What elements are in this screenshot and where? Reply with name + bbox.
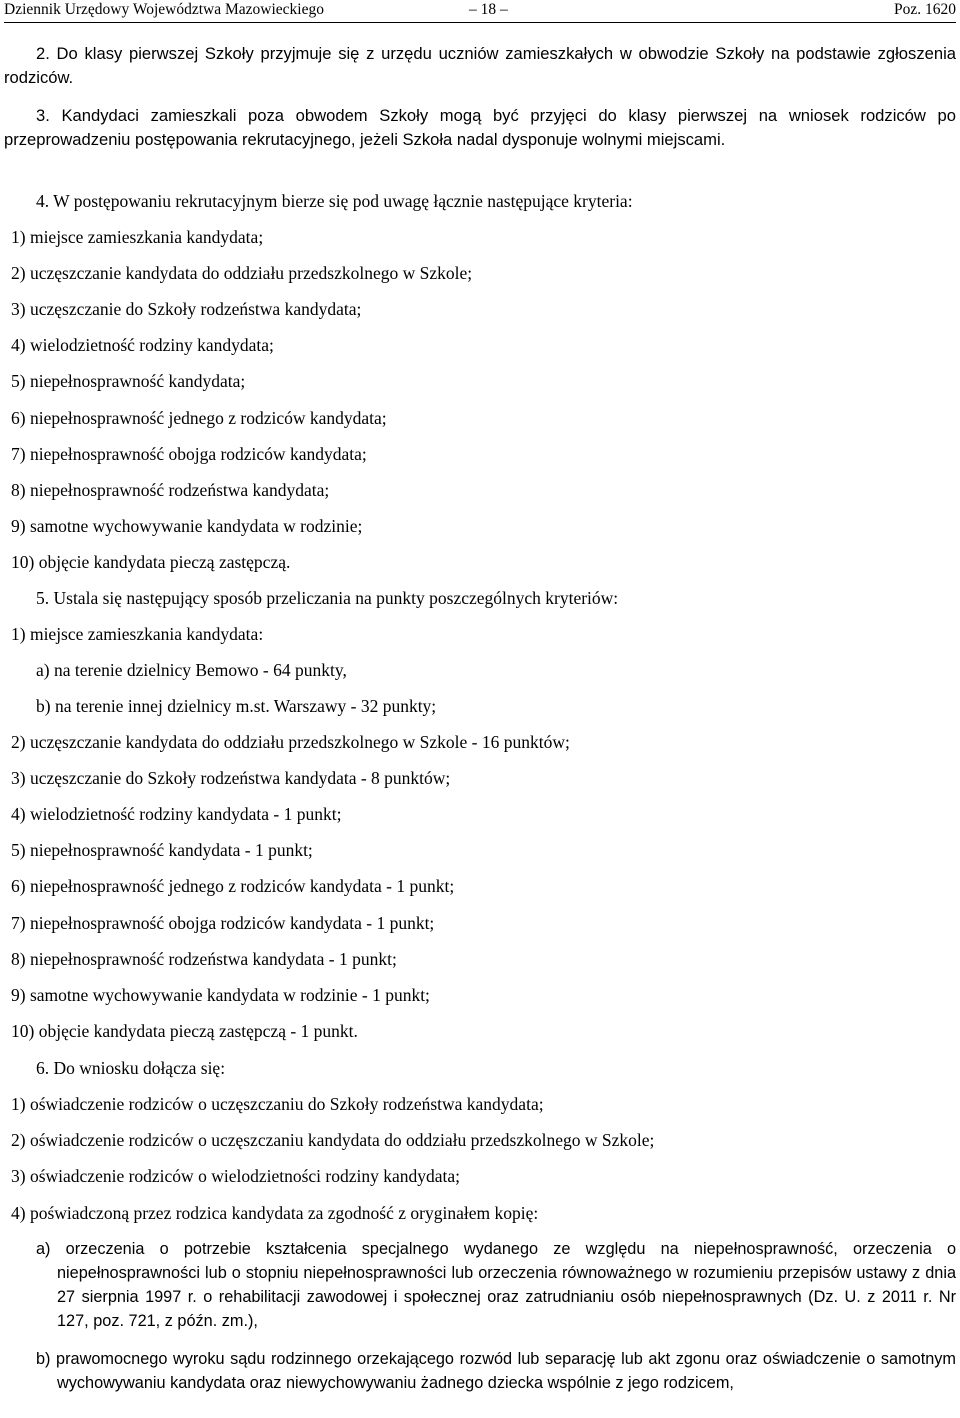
header-rule — [4, 22, 956, 23]
section-5-item: 3) uczęszczanie do Szkoły rodzeństwa kandydata - 8 punktów; — [11, 768, 451, 789]
section-4-item: 2) uczęszczanie kandydata do oddziału przedszkolnego w Szkole; — [11, 263, 473, 284]
section-5-item: 2) uczęszczanie kandydata do oddziału przedszkolnego w Szkole - 16 punktów; — [11, 732, 570, 752]
section-6-sub-b: b) prawomocnego wyroku sądu rodzinnego orzekającego rozwód lub separację lub akt zgonu oraz oświadczenie o samotnym wychowywaniu kandydata oraz niewychowywaniu żadnego dziecka wspólnie z jego rodzicem, — [36, 1350, 956, 1392]
section-6-intro: 6. Do wniosku dołącza się: — [36, 1058, 226, 1078]
section-6-item: 4) poświadczoną przez rodzica kandydata za zgodność z oryginałem kopię: — [11, 1202, 539, 1223]
position-number: Poz. 1620 — [894, 1, 956, 18]
section-4-item: 9) samotne wychowywanie kandydata w rodzinie; — [11, 515, 363, 536]
page-header — [4, 0, 956, 22]
section-5-item-1: 1) miejsce zamieszkania kandydata: — [11, 624, 264, 644]
section-5-sub-b: b) na terenie innej dzielnicy m.st. Warszawy - 32 punkty; — [36, 696, 437, 716]
section-4-item: 7) niepełnosprawność obojga rodziców kandydata; — [11, 443, 367, 464]
section-4-item: 4) wielodzietność rodziny kandydata; — [11, 335, 274, 356]
section-6-item: 3) oświadczenie rodziców o wielodzietności rodziny kandydata; — [11, 1166, 461, 1187]
section-4-item: 8) niepełnosprawność rodzeństwa kandydata; — [11, 479, 330, 500]
section-6-item: 2) oświadczenie rodziców o uczęszczaniu kandydata do oddziału przedszkolnego w Szkole; — [11, 1130, 655, 1151]
section-6-item: 1) oświadczenie rodziców o uczęszczaniu do Szkoły rodzeństwa kandydata; — [11, 1094, 544, 1114]
section-5-item: 8) niepełnosprawność rodzeństwa kandydata - 1 punkt; — [11, 948, 397, 969]
journal-title: Dziennik Urzędowy Województwa Mazowieckiego — [4, 1, 324, 18]
section-4-item: 3) uczęszczanie do Szkoły rodzeństwa kandydata; — [11, 299, 362, 320]
section-5-item: 7) niepełnosprawność obojga rodziców kandydata - 1 punkt; — [11, 912, 435, 933]
section-5-item: 5) niepełnosprawność kandydata - 1 punkt; — [11, 840, 313, 861]
section-5-intro: 5. Ustala się następujący sposób przeliczania na punkty poszczególnych kryteriów: — [36, 588, 619, 608]
section-4-intro: 4. W postępowaniu rekrutacyjnym bierze się pod uwagę łącznie następujące kryteria: — [36, 191, 633, 211]
section-4-item: 1) miejsce zamieszkania kandydata; — [11, 227, 264, 247]
page-number: – 18 – — [469, 1, 508, 18]
section-5-sub-a: a) na terenie dzielnicy Bemowo - 64 punkty, — [36, 660, 347, 680]
section-4-item: 5) niepełnosprawność kandydata; — [11, 371, 246, 392]
paragraph-2: 2. Do klasy pierwszej Szkoły przyjmuje się z urzędu uczniów zamieszkałych w obwodzie Szkoły na podstawie zgłoszenia rodziców. — [4, 44, 956, 87]
section-5-item: 9) samotne wychowywanie kandydata w rodzinie - 1 punkt; — [11, 984, 430, 1005]
section-4-item: 10) objęcie kandydata pieczą zastępczą. — [11, 551, 291, 572]
paragraph-3: 3. Kandydaci zamieszkali poza obwodem Szkoły mogą być przyjęci do klasy pierwszej na wniosek rodziców po przeprowadzeniu postępowania rekrutacyjnego, jeżeli Szkoła nadal dysponuje wolnymi miejscami. — [4, 106, 956, 149]
section-6-sub-a: a) orzeczenia o potrzebie kształcenia specjalnego wydanego ze względu na niepełnosprawność, orzeczenia o niepełnosprawności lub o stopniu niepełnosprawności lub orzeczenia równoważnego w rozumieniu przepisów ustawy z dnia 27 sierpnia 1997 r. o rehabilitacji zawodowej i społecznej oraz zatrudnianiu osób niepełnosprawnych (Dz. U. z 2011 r. Nr 127, poz. 721, z późn. zm.), — [36, 1240, 956, 1330]
section-5-item: 6) niepełnosprawność jednego z rodziców kandydata - 1 punkt; — [11, 876, 455, 897]
section-5-item: 4) wielodzietność rodziny kandydata - 1 punkt; — [11, 804, 342, 825]
section-5-item: 10) objęcie kandydata pieczą zastępczą - 1 punkt. — [11, 1020, 358, 1041]
section-4-item: 6) niepełnosprawność jednego z rodziców kandydata; — [11, 407, 387, 428]
